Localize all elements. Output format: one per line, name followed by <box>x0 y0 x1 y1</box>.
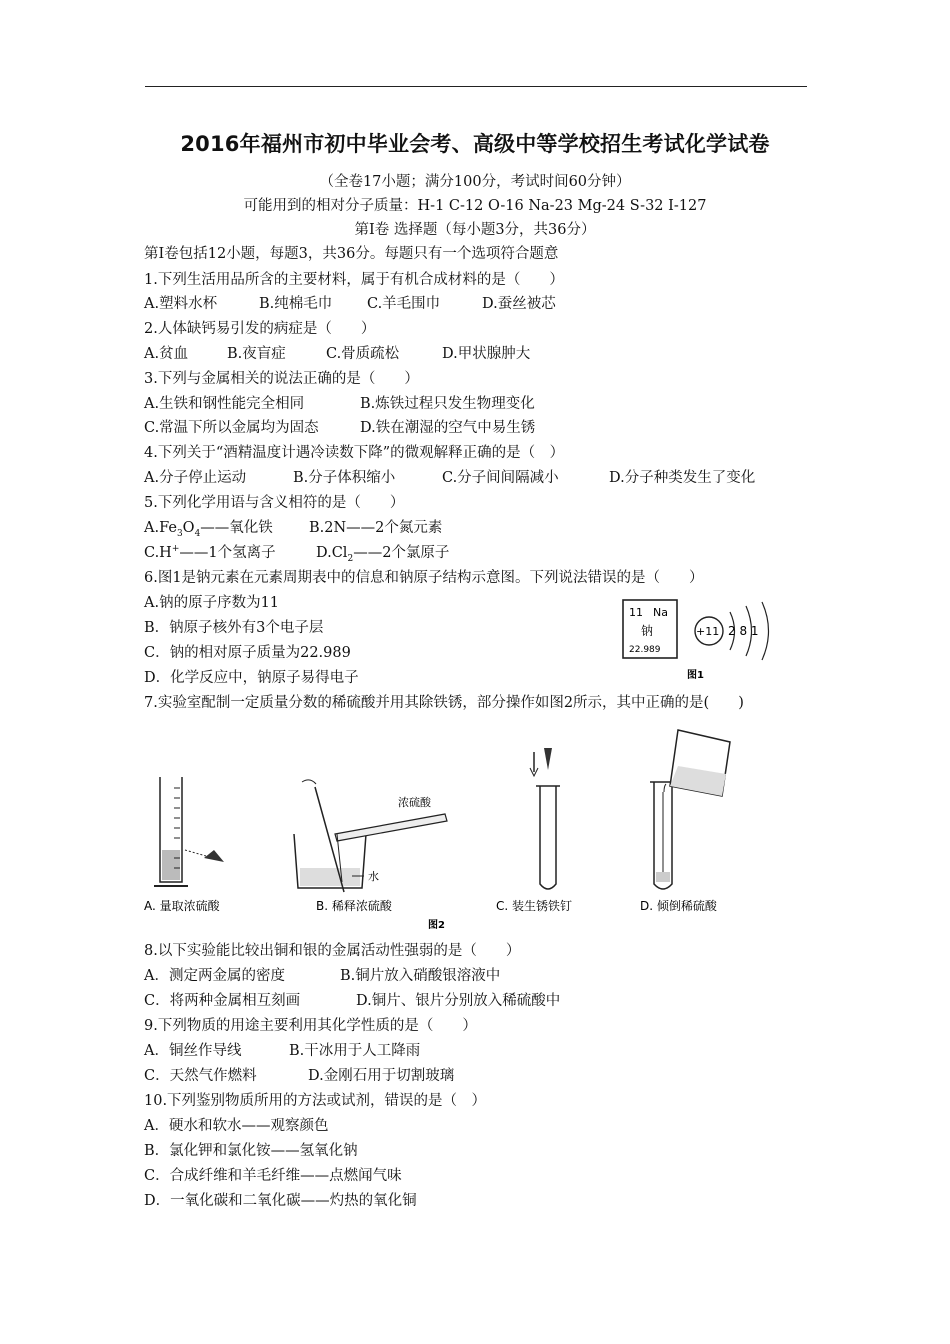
q1-option-b[interactable]: B.纯棉毛巾 <box>259 296 333 312</box>
q8-options-ab <box>144 964 500 985</box>
q1-option-a[interactable]: A.塑料水杯 <box>144 296 218 312</box>
q3-option-a[interactable]: A.生铁和钢性能完全相同 <box>144 396 305 412</box>
q4-option-d[interactable]: D.分子种类发生了变化 <box>609 470 756 486</box>
figure-2-label-b: B. 稀释浓硫酸 <box>316 899 392 913</box>
q9-option-c[interactable]: C．天然气作燃料 <box>144 1068 257 1084</box>
q2-option-b[interactable]: B.夜盲症 <box>227 346 286 362</box>
q6-stem: 6.图1是钠元素在元素周期表中的信息和钠原子结构示意图。下列说法错误的是（ ） <box>144 570 704 586</box>
section-heading: 第Ⅰ卷 选择题（每小题3分，共36分） <box>354 222 596 238</box>
q2-option-a[interactable]: A.贫血 <box>144 346 189 362</box>
atomic-masses: 可能用到的相对分子质量：H-1 C-12 O-16 Na-23 Mg-24 S-32 I-127 <box>243 198 707 214</box>
q10-stem: 10.下列鉴别物质所用的方法或试剂，错误的是（ ） <box>144 1093 487 1109</box>
element-symbol: Na <box>653 606 668 619</box>
q8-option-a[interactable]: A．测定两金属的密度 <box>144 968 285 984</box>
q8-options-cd <box>144 989 560 1010</box>
apparatus-d-pouring <box>650 730 730 889</box>
q4-option-a[interactable]: A.分子停止运动 <box>144 470 247 486</box>
electron-shells: 2 8 1 <box>728 624 759 638</box>
exam-info: （全卷17小题；满分100分，考试时间60分钟） <box>319 174 631 190</box>
q5-stem: 5.下列化学用语与含义相符的是（ ） <box>144 495 405 511</box>
q10-option-a[interactable]: A．硬水和软水——观察颜色 <box>144 1118 329 1134</box>
q6-option-d[interactable]: D．化学反应中，钠原子易得电子 <box>144 670 359 686</box>
q3-option-b[interactable]: B.炼铁过程只发生物理变化 <box>360 396 535 412</box>
q3-options-cd <box>144 416 535 437</box>
q7-stem: 7.实验室配制一定质量分数的稀硫酸并用其除铁锈，部分操作如图2所示，其中正确的是( ) <box>144 695 744 711</box>
q8-option-b[interactable]: B.铜片放入硝酸银溶液中 <box>340 968 501 984</box>
q1-option-c[interactable]: C.羊毛围巾 <box>367 296 441 312</box>
shell-arc-3 <box>762 602 769 660</box>
figure-1-caption: 图1 <box>687 670 704 681</box>
atomic-number: 11 <box>629 606 643 619</box>
top-rule <box>145 86 807 87</box>
figure-2-caption: 图2 <box>428 920 445 931</box>
q9-option-b[interactable]: B.干冰用于人工降雨 <box>289 1043 421 1059</box>
q8-option-d[interactable]: D.铜片、银片分别放入稀硫酸中 <box>356 993 561 1009</box>
element-name: 钠 <box>641 624 654 638</box>
q10-option-d[interactable]: D．一氧化碳和二氧化碳——灼热的氧化铜 <box>144 1193 417 1209</box>
q2-option-c[interactable]: C.骨质疏松 <box>326 346 400 362</box>
q9-option-d[interactable]: D.金刚石用于切割玻璃 <box>308 1068 455 1084</box>
q9-option-a[interactable]: A．铜丝作导线 <box>144 1043 242 1059</box>
figure-2-experiments <box>130 722 770 934</box>
q3-stem: 3.下列与金属相关的说法正确的是（ ） <box>144 371 419 387</box>
exam-title: 2016年福州市初中毕业会考、高级中等学校招生考试化学试卷 <box>180 132 770 156</box>
figure-1-sodium <box>615 596 795 684</box>
q10-option-c[interactable]: C．合成纤维和羊毛纤维——点燃闻气味 <box>144 1168 402 1184</box>
figure-2-label-a: A. 量取浓硫酸 <box>144 899 220 913</box>
q4-option-b[interactable]: B.分子体积缩小 <box>293 470 396 486</box>
q6-option-b[interactable]: B．钠原子核外有3个电子层 <box>144 620 324 636</box>
q4-stem: 4.下列关于“酒精温度计遇冷读数下降”的微观解释正确的是（ ） <box>144 445 565 461</box>
q5-options-cd <box>144 541 449 564</box>
q5-option-a[interactable]: $A.Fe_3O_4——$氧化铁 <box>144 520 273 539</box>
q6-option-c[interactable]: C．钠的相对原子质量为22.989 <box>144 645 351 661</box>
figure-2-label-c: C. 装生锈铁钉 <box>496 899 573 913</box>
q9-options-ab <box>144 1039 420 1060</box>
q2-options <box>144 342 530 363</box>
q4-option-c[interactable]: C.分子间间隔减小 <box>442 470 559 486</box>
q4-options <box>144 466 755 487</box>
q8-option-c[interactable]: C．将两种金属相互刻画 <box>144 993 301 1009</box>
q5-option-b[interactable]: B.2N——2个氮元素 <box>309 520 443 536</box>
q8-stem: 8.以下实验能比较出铜和银的金属活动性强弱的是（ ） <box>144 943 521 959</box>
q9-stem: 9.下列物质的用途主要利用其化学性质的是（ ） <box>144 1018 477 1034</box>
q2-stem: 2.人体缺钙易引发的病症是（ ） <box>144 321 376 337</box>
q9-options-cd <box>144 1064 454 1085</box>
q5-option-c[interactable]: C.H+——1个氢离子 <box>144 544 276 561</box>
apparatus-a-cylinder <box>154 777 224 886</box>
atomic-mass: 22.989 <box>629 645 661 655</box>
water-label: 水 <box>368 870 379 883</box>
section-intro: 第Ⅰ卷包括12小题，每题3，共36分。每题只有一个选项符合题意 <box>144 246 559 262</box>
nucleus-charge: +11 <box>696 625 720 638</box>
q1-stem: 1.下列生活用品所含的主要材料，属于有机合成材料的是（ ） <box>144 272 564 288</box>
q2-option-d[interactable]: D.甲状腺肿大 <box>442 346 531 362</box>
q3-options-ab <box>144 392 535 413</box>
figure-2-label-d: D. 倾倒稀硫酸 <box>640 899 717 913</box>
q5-options-ab <box>144 516 442 539</box>
q5-option-d[interactable]: $D.Cl_2——2$个氯原子 <box>316 545 450 564</box>
q3-option-d[interactable]: D.铁在潮湿的空气中易生锈 <box>360 420 536 436</box>
q6-option-a[interactable]: A.钠的原子序数为11 <box>144 595 280 611</box>
q3-option-c[interactable]: C.常温下所以金属均为固态 <box>144 420 319 436</box>
apparatus-c-test-tube <box>530 748 560 889</box>
q1-options <box>144 292 556 313</box>
q1-option-d[interactable]: D.蚕丝被芯 <box>482 296 556 312</box>
q10-option-b[interactable]: B．氯化钾和氯化铵——氢氧化钠 <box>144 1143 358 1159</box>
acid-label: 浓硫酸 <box>398 796 431 809</box>
